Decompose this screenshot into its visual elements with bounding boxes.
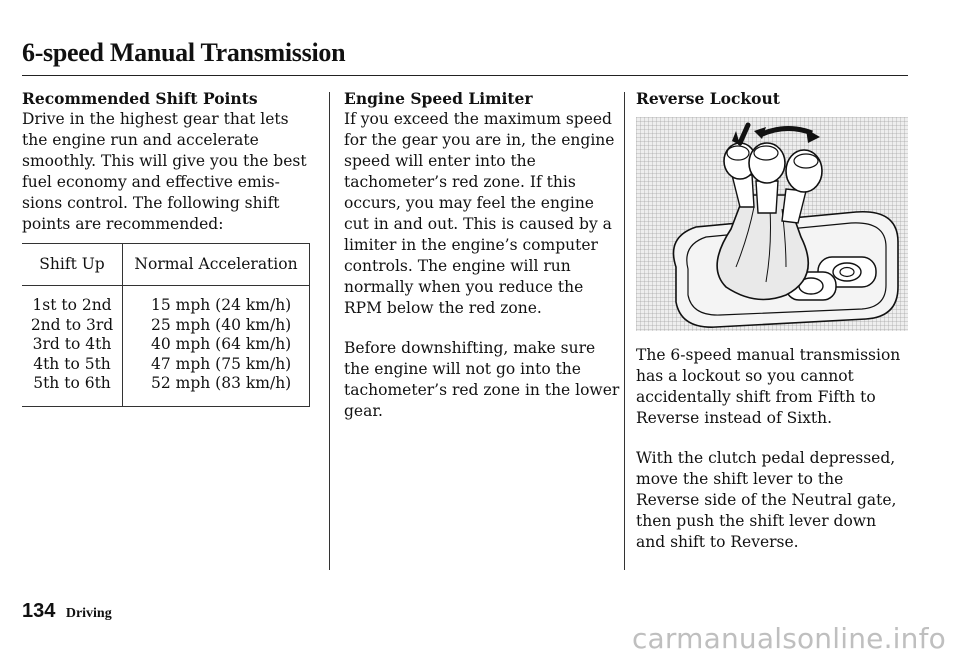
page-title: 6-speed Manual Transmission xyxy=(22,38,346,67)
speed-cell: 52 mph (83 km/h) xyxy=(151,374,292,392)
recommended-shift-heading: Recommended Shift Points xyxy=(22,89,258,108)
title-rule xyxy=(22,75,908,76)
column-divider xyxy=(329,92,330,570)
shift-points-table xyxy=(22,243,310,407)
shift-lever-illustration xyxy=(636,117,908,331)
engine-speed-limiter-heading: Engine Speed Limiter xyxy=(344,89,533,108)
reverse-lockout-section xyxy=(636,88,908,553)
table-row xyxy=(22,374,310,406)
table-row xyxy=(22,316,310,336)
shift-cell: 4th to 5th xyxy=(22,355,123,375)
column-header-shift-up: Shift Up xyxy=(22,244,123,286)
table-row xyxy=(22,286,310,316)
limiter-paragraph-1: If you exceed the maximum speed for the gear you are in, the engine speed will enter into the tachometer’s red zone. If this occurs, you may feel the engine cut in and out. This is caused by a limiter in the engine’s computer controls. The engine will run normally when you reduce the RPM below the red zone. xyxy=(344,110,615,317)
speed-cell: 47 mph (75 km/h) xyxy=(151,354,292,373)
column-header-normal-acceleration: Normal Acceleration xyxy=(123,244,310,286)
limiter-paragraph-2: Before downshifting, make sure the engine will not go into the tachometer’s red zone in the lower gear. xyxy=(344,339,620,420)
page-footer xyxy=(22,600,112,623)
speed-cell: 25 mph (40 km/h) xyxy=(151,315,292,334)
table-header-row xyxy=(22,244,310,286)
speed-cell: 40 mph (64 km/h) xyxy=(151,335,292,353)
section-name: Driving xyxy=(65,606,112,621)
table-row xyxy=(22,335,310,355)
speed-cell: 15 mph (24 km/h) xyxy=(151,296,292,314)
shift-cell: 5th to 6th xyxy=(22,374,123,406)
shift-cell: 2nd to 3rd xyxy=(22,316,123,336)
recommended-shift-text: Drive in the highest gear that lets the engine run and accelerate smoothly. This will give you the best fuel economy and effective emis-sions control. The following shift points are recommended: xyxy=(22,110,307,233)
recommended-shift-section xyxy=(22,88,314,407)
reverse-lockout-heading: Reverse Lockout xyxy=(636,89,780,108)
shift-cell: 1st to 2nd xyxy=(22,286,123,316)
watermark: carmanualsonline.info xyxy=(631,622,946,655)
page-number: 134 xyxy=(22,600,56,622)
shift-cell: 3rd to 4th xyxy=(22,335,123,355)
engine-speed-limiter-section xyxy=(344,88,622,422)
reverse-paragraph-1: The 6-speed manual transmission has a lockout so you cannot accidentally shift from Fifth to Reverse instead of Sixth. xyxy=(636,346,901,427)
reverse-paragraph-2: With the clutch pedal depressed, move the shift lever to the Reverse side of the Neutral gate, then push the shift lever down and shift to Reverse. xyxy=(636,449,897,551)
table-row xyxy=(22,355,310,375)
shift-lever-icon xyxy=(636,117,908,331)
column-divider xyxy=(624,92,625,570)
